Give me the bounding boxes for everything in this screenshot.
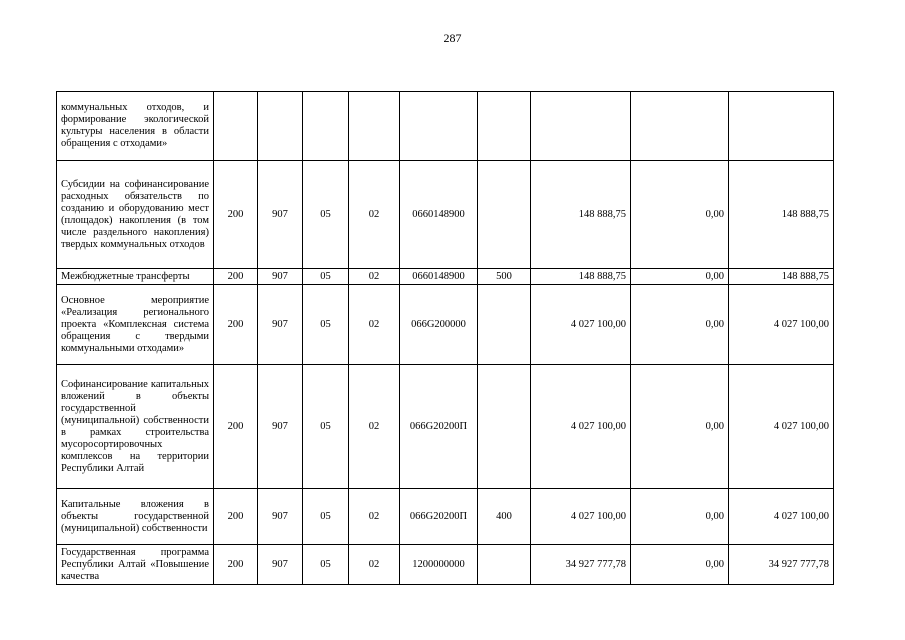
col-ministry-code	[258, 92, 303, 161]
col-amount-plan: 148 888,75	[531, 161, 631, 269]
budget-table	[56, 91, 834, 585]
col-subchapter-code: 02	[349, 285, 400, 365]
col-expense-type	[478, 92, 531, 161]
col-subchapter-code: 02	[349, 365, 400, 489]
row-name: Субсидии на софинансирование расходных обязательств по созданию и оборудованию мест (площадок) накопления (в том числе раздельного накопления) твердых коммунальных отходов	[57, 161, 214, 269]
col-amount-total: 148 888,75	[729, 269, 834, 285]
col-target-article: 1200000000	[400, 545, 478, 585]
col-expense-type: 400	[478, 489, 531, 545]
table-row	[57, 269, 834, 285]
row-name: Межбюджетные трансферты	[57, 269, 214, 285]
col-chapter-code: 05	[303, 545, 349, 585]
row-name: коммунальных отходов, и формирование экологической культуры населения в области обращения с отходами»	[57, 92, 214, 161]
row-name: Софинансирование капитальных вложений в объекты государственной (муниципальной) собственности в рамках строительства мусоросортировочных комплексов на территории Республики Алтай	[57, 365, 214, 489]
col-target-article: 066G20200П	[400, 365, 478, 489]
col-ministry-code: 907	[258, 269, 303, 285]
col-expense-type	[478, 365, 531, 489]
col-amount-total: 148 888,75	[729, 161, 834, 269]
col-chapter-code: 05	[303, 489, 349, 545]
col-amount-plan: 4 027 100,00	[531, 365, 631, 489]
table-row	[57, 365, 834, 489]
col-section-code: 200	[214, 545, 258, 585]
col-section-code: 200	[214, 365, 258, 489]
row-name-text: Государственная программа Республики Алтай «Повышение качества	[61, 547, 209, 582]
col-subchapter-code: 02	[349, 489, 400, 545]
col-amount-plan: 4 027 100,00	[531, 489, 631, 545]
col-amount-total: 4 027 100,00	[729, 489, 834, 545]
col-ministry-code: 907	[258, 489, 303, 545]
col-amount-change	[631, 92, 729, 161]
col-chapter-code: 05	[303, 269, 349, 285]
col-subchapter-code: 02	[349, 545, 400, 585]
col-amount-change: 0,00	[631, 285, 729, 365]
col-expense-type	[478, 545, 531, 585]
col-ministry-code: 907	[258, 285, 303, 365]
col-amount-change: 0,00	[631, 489, 729, 545]
col-amount-total: 4 027 100,00	[729, 285, 834, 365]
table-row	[57, 92, 834, 161]
col-amount-change: 0,00	[631, 545, 729, 585]
table-row	[57, 545, 834, 585]
col-amount-change: 0,00	[631, 161, 729, 269]
row-name	[57, 545, 214, 585]
col-amount-total: 4 027 100,00	[729, 365, 834, 489]
col-chapter-code: 05	[303, 285, 349, 365]
col-target-article	[400, 92, 478, 161]
col-amount-plan	[531, 92, 631, 161]
col-subchapter-code: 02	[349, 269, 400, 285]
table-body	[57, 92, 834, 585]
col-target-article: 0660148900	[400, 161, 478, 269]
col-chapter-code: 05	[303, 365, 349, 489]
table-row	[57, 161, 834, 269]
col-section-code	[214, 92, 258, 161]
col-amount-plan: 4 027 100,00	[531, 285, 631, 365]
col-amount-change: 0,00	[631, 365, 729, 489]
col-amount-total	[729, 92, 834, 161]
table-row	[57, 489, 834, 545]
col-ministry-code: 907	[258, 365, 303, 489]
row-name: Основное мероприятие «Реализация регионального проекта «Комплексная система обращения с твердыми коммунальными отходами»	[57, 285, 214, 365]
col-amount-plan: 148 888,75	[531, 269, 631, 285]
col-expense-type	[478, 161, 531, 269]
col-target-article: 0660148900	[400, 269, 478, 285]
page-number: 287	[443, 31, 462, 45]
col-section-code: 200	[214, 489, 258, 545]
col-section-code: 200	[214, 161, 258, 269]
col-subchapter-code: 02	[349, 161, 400, 269]
col-section-code: 200	[214, 285, 258, 365]
col-chapter-code: 05	[303, 161, 349, 269]
table-row	[57, 285, 834, 365]
col-chapter-code	[303, 92, 349, 161]
col-amount-change: 0,00	[631, 269, 729, 285]
col-section-code: 200	[214, 269, 258, 285]
col-amount-total: 34 927 777,78	[729, 545, 834, 585]
col-ministry-code: 907	[258, 161, 303, 269]
col-ministry-code: 907	[258, 545, 303, 585]
row-name: Капитальные вложения в объекты государственной (муниципальной) собственности	[57, 489, 214, 545]
col-target-article: 066G200000	[400, 285, 478, 365]
col-subchapter-code	[349, 92, 400, 161]
col-amount-plan: 34 927 777,78	[531, 545, 631, 585]
col-expense-type: 500	[478, 269, 531, 285]
col-expense-type	[478, 285, 531, 365]
col-target-article: 066G20200П	[400, 489, 478, 545]
